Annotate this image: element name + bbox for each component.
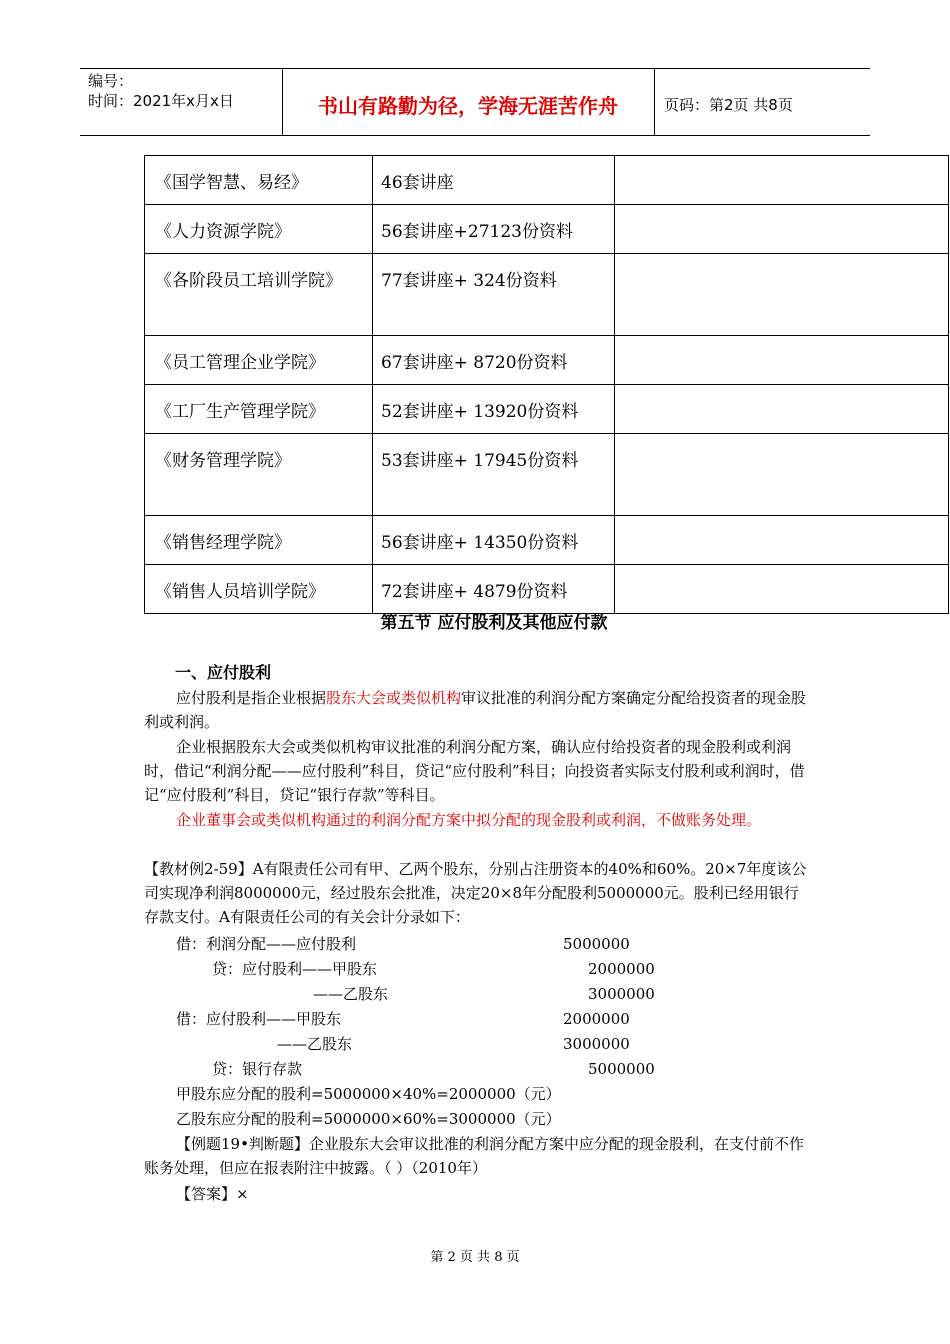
paragraph-text: 【教材例2-59】A有限责任公司有甲、乙两个股东，分别占注册资本的40%和60%。20×7年度该公司实现净利润8000000元，经过股东会批准，决定20×8年分配股利5000000元。股利已经用银行存款支付。A有限责任公司的有关会计分录如下： <box>144 860 807 926</box>
course-content <box>373 434 615 516</box>
entry-amount: 3000000 <box>588 985 655 1003</box>
course-content: 56套讲座+27123份资料 <box>373 205 615 254</box>
header-bottom-rule <box>80 135 870 136</box>
entry-amount: 2000000 <box>588 960 655 978</box>
course-note <box>615 205 949 254</box>
paragraph-definition <box>144 686 809 734</box>
course-name: 《工厂生产管理学院》 <box>145 385 373 434</box>
paragraph-text: 企业根据股东大会或类似机构审议批准的利润分配方案，确认应付给投资者的现金股利或利润时，借记“利润分配——应付股利”科目，贷记“应付股利”科目；向投资者实际支付股利或利润时，借记“应付股利”科目，贷记“银行存款”等科目。 <box>144 738 805 804</box>
table-row <box>145 565 949 614</box>
course-content: 67套讲座+ 8720份资料 <box>373 336 615 385</box>
course-note <box>615 434 949 516</box>
table-row <box>145 385 949 434</box>
header-page-number: 页码：第2页 共8页 <box>664 96 793 114</box>
highlight-text: 股东大会或类似机构 <box>326 689 462 707</box>
entry-text: ——乙股东 <box>313 985 389 1003</box>
paragraph-text: 应付股利是指企业根据 <box>176 689 327 707</box>
table-row <box>145 156 949 205</box>
paragraph-board-note <box>144 808 809 832</box>
course-content-text: 53套讲座+ 17945份资料 <box>381 451 579 471</box>
paragraph-text: 审议批准的利润分配方案确定分配给投资者的现金股利或利润。 <box>144 689 807 731</box>
entry-text: ——乙股东 <box>277 1035 353 1053</box>
header-top-rule <box>80 68 870 69</box>
course-note <box>615 254 949 336</box>
course-content: 77套讲座+ 324份资料 <box>373 254 615 336</box>
table-row <box>145 254 949 336</box>
table-row <box>145 434 949 516</box>
entry-amount: 2000000 <box>563 1010 630 1028</box>
entry-text: 借：利润分配——应付股利 <box>176 935 357 953</box>
table-row <box>145 516 949 565</box>
course-content: 56套讲座+ 14350份资料 <box>373 516 615 565</box>
paragraph-exercise <box>144 1132 809 1180</box>
table-row <box>145 205 949 254</box>
paragraph-accounting <box>144 735 809 807</box>
course-name: 《国学智慧、易经》 <box>145 156 373 205</box>
table-row <box>145 336 949 385</box>
answer-line: 【答案】× <box>176 1185 249 1203</box>
entry-text: 贷：银行存款 <box>212 1060 303 1078</box>
entry-amount: 3000000 <box>563 1035 630 1053</box>
course-name: 《销售人员培训学院》 <box>145 565 373 614</box>
entry-text: 贷：应付股利——甲股东 <box>212 960 378 978</box>
page-footer: 第 2 页 共 8 页 <box>430 1250 520 1265</box>
highlight-text: 企业董事会或类似机构通过的利润分配方案中拟分配的现金股利或利润，不做账务处理。 <box>176 811 762 829</box>
course-note <box>615 156 949 205</box>
course-name: 《财务管理学院》 <box>145 434 373 516</box>
course-note <box>615 336 949 385</box>
courses-table <box>144 155 949 614</box>
course-note <box>615 516 949 565</box>
subsection-title: 一、应付股利 <box>175 663 272 682</box>
course-note <box>615 565 949 614</box>
calculation-line: 乙股东应分配的股利=5000000×60%=3000000（元） <box>176 1110 561 1128</box>
course-name-text: 《各阶段员工培训学院》 <box>155 271 342 291</box>
course-name <box>145 254 373 336</box>
header-time: 时间：2021年x月x日 <box>88 92 234 110</box>
course-content: 72套讲座+ 4879份资料 <box>373 565 615 614</box>
course-name: 《员工管理企业学院》 <box>145 336 373 385</box>
entry-text: 借：应付股利——甲股东 <box>176 1010 342 1028</box>
course-content: 52套讲座+ 13920份资料 <box>373 385 615 434</box>
entry-amount: 5000000 <box>563 935 630 953</box>
header-divider <box>654 68 655 136</box>
course-note <box>615 385 949 434</box>
entry-amount: 5000000 <box>588 1060 655 1078</box>
section-title: 第五节 应付股利及其他应付款 <box>380 613 608 633</box>
paragraph-example <box>144 857 809 929</box>
course-name: 《人力资源学院》 <box>145 205 373 254</box>
paragraph-text: 【例题19•判断题】企业股东大会审议批准的利润分配方案中应分配的现金股利，在支付前不作账务处理，但应在报表附注中披露。（ ）（2010年） <box>144 1135 804 1177</box>
course-name: 《销售经理学院》 <box>145 516 373 565</box>
header-motto: 书山有路勤为径，学海无涯苦作舟 <box>318 94 618 118</box>
calculation-line: 甲股东应分配的股利=5000000×40%=2000000（元） <box>176 1085 561 1103</box>
header-number: 编号： <box>88 72 134 90</box>
course-content: 46套讲座 <box>373 156 615 205</box>
